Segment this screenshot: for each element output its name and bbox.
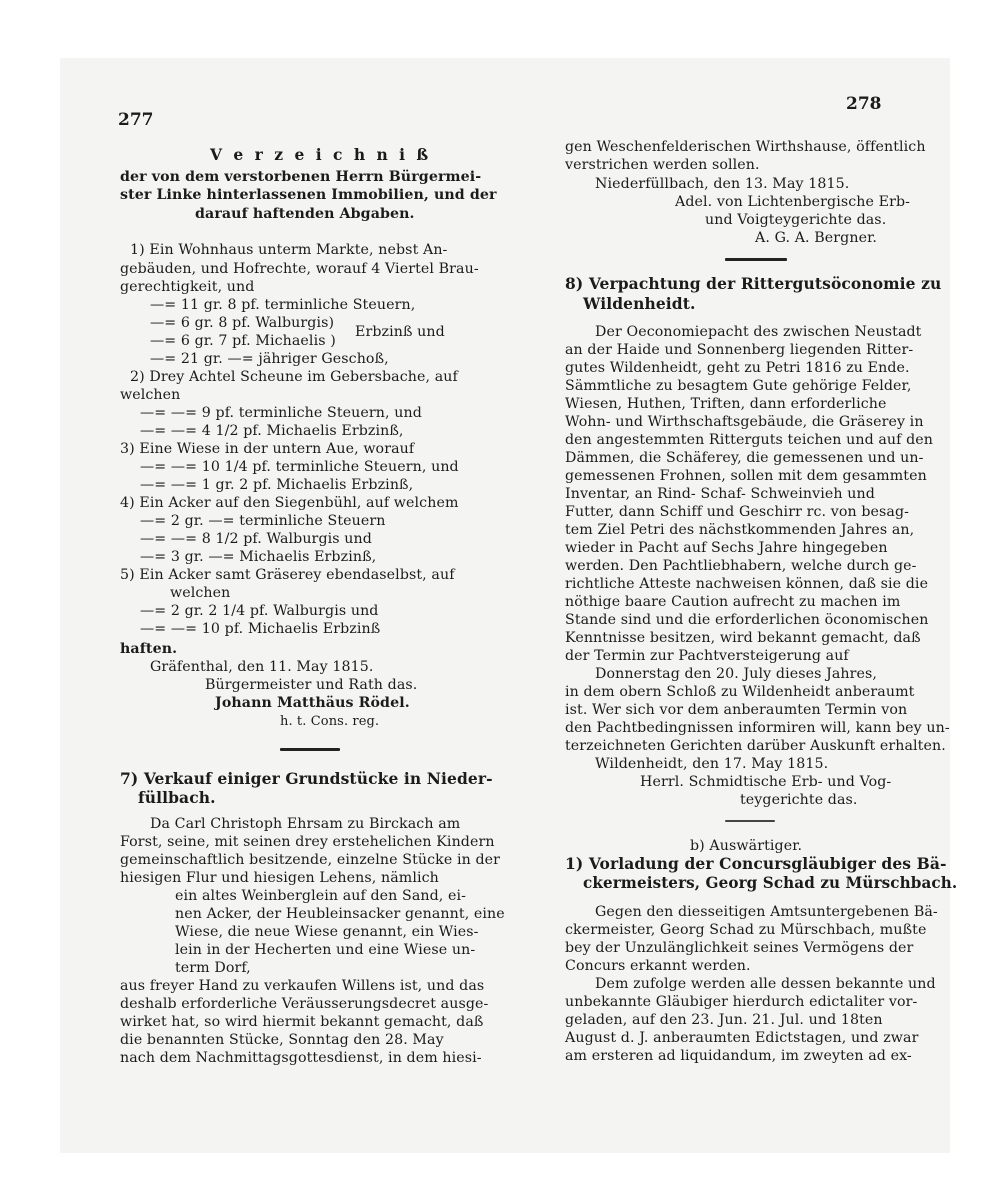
list-line: 3) Eine Wiese in der untern Aue, worauf bbox=[120, 441, 415, 457]
section-heading: füllbach. bbox=[138, 788, 216, 807]
list-line: —= 6 gr. 8 pf. Walburgis) bbox=[150, 315, 335, 331]
body-line: richtliche Atteste nachweisen können, daß sie die bbox=[565, 576, 929, 592]
body-line: Forst, seine, mit seinen drey erstehelichen Kindern bbox=[120, 834, 495, 850]
signature-line: Bürgermeister und Rath das. bbox=[205, 677, 418, 693]
body-line: nöthige baare Caution aufrecht zu machen im bbox=[565, 594, 901, 610]
body-line: ist. Wer sich vor dem anberaumten Termin von bbox=[565, 702, 908, 718]
list-line: welchen bbox=[170, 585, 231, 601]
body-line: der Termin zur Pachtversteigerung auf bbox=[565, 648, 849, 664]
list-line: haften. bbox=[120, 641, 178, 657]
signature-line: Herrl. Schmidtische Erb- und Vog- bbox=[640, 774, 892, 790]
body-line: Dämmen, die Schäferey, die gemessenen und un- bbox=[565, 450, 924, 466]
list-line: gerechtigkeit, und bbox=[120, 279, 255, 295]
page-number-left: 277 bbox=[118, 110, 154, 130]
body-line: nach dem Nachmittagsgottesdienst, in dem hiesi- bbox=[120, 1050, 482, 1066]
body-line: Wohn- und Wirthschaftsgebäude, die Gräserey in bbox=[565, 414, 924, 430]
body-line: bey der Unzulänglichkeit seines Vermögens der bbox=[565, 940, 914, 956]
section-divider bbox=[725, 258, 787, 261]
body-line: lein in der Hecherten und eine Wiese un- bbox=[175, 942, 476, 958]
sub-heading: b) Auswärtiger. bbox=[690, 838, 803, 854]
body-line: unbekannte Gläubiger hierdurch edictaliter vor- bbox=[565, 994, 918, 1010]
signature-line: Wildenheidt, den 17. May 1815. bbox=[595, 756, 829, 772]
section-heading: 1) Vorladung der Concursgläubiger des Bä- bbox=[565, 854, 947, 873]
body-line: verstrichen werden sollen. bbox=[565, 157, 760, 173]
signature-line: h. t. Cons. reg. bbox=[280, 714, 380, 729]
title-line: V e r z e i c h n i ß bbox=[210, 145, 432, 164]
list-line: —= 21 gr. —= jähriger Geschoß, bbox=[150, 351, 389, 367]
section-divider bbox=[280, 748, 340, 751]
body-line: hiesigen Flur und hiesigen Lehens, nämlich bbox=[120, 870, 439, 886]
section-heading: ckermeisters, Georg Schad zu Mürschbach. bbox=[583, 873, 958, 892]
body-line: tem Ziel Petri des nächstkommenden Jahres an, bbox=[565, 522, 915, 538]
section-heading: 7) Verkauf einiger Grundstücke in Nieder- bbox=[120, 769, 493, 788]
body-line: Concurs erkannt werden. bbox=[565, 958, 751, 974]
body-line: Stande sind und die erforderlichen öconomischen bbox=[565, 612, 929, 628]
body-line: term Dorf, bbox=[175, 960, 251, 976]
body-line: gemeinschaftlich besitzende, einzelne Stücke in der bbox=[120, 852, 501, 868]
body-line: werden. Den Pachtliebhabern, welche durch ge- bbox=[565, 558, 917, 574]
body-line: Donnerstag den 20. July dieses Jahres, bbox=[595, 666, 878, 682]
body-line: aus freyer Hand zu verkaufen Willens ist, und das bbox=[120, 978, 485, 994]
list-line: —= 2 gr. —= terminliche Steuern bbox=[140, 513, 386, 529]
list-line: —= 3 gr. —= Michaelis Erbzinß, bbox=[140, 549, 377, 565]
body-line: ein altes Weinberglein auf den Sand, ei- bbox=[175, 888, 467, 904]
body-line: in dem obern Schloß zu Wildenheidt anberaumt bbox=[565, 684, 915, 700]
body-line: den Pachtbedingnissen informiren will, kann bey un- bbox=[565, 720, 950, 736]
body-line: den angestemmten Ritterguts teichen und auf den bbox=[565, 432, 934, 448]
page-number-right: 278 bbox=[846, 94, 882, 114]
body-line: geladen, auf den 23. Jun. 21. Jul. und 18ten bbox=[565, 1012, 883, 1028]
list-line: 4) Ein Acker auf den Siegenbühl, auf welchem bbox=[120, 495, 459, 511]
signature-line: A. G. A. Bergner. bbox=[755, 230, 878, 246]
section-heading: Wildenheidt. bbox=[583, 294, 696, 313]
body-line: die benannten Stücke, Sonntag den 28. May bbox=[120, 1032, 444, 1048]
list-line: 5) Ein Acker samt Gräserey ebendaselbst, auf bbox=[120, 567, 455, 583]
list-line: —= —= 10 pf. Michaelis Erbzinß bbox=[140, 621, 381, 637]
list-line: gebäuden, und Hofrechte, worauf 4 Viertel Brau- bbox=[120, 261, 479, 277]
body-line: Da Carl Christoph Ehrsam zu Birckach am bbox=[150, 816, 461, 832]
list-line: —= —= 1 gr. 2 pf. Michaelis Erbzinß, bbox=[140, 477, 414, 493]
signature-line: teygerichte das. bbox=[740, 792, 858, 808]
list-line: welchen bbox=[120, 387, 181, 403]
signature-line: Johann Matthäus Rödel. bbox=[215, 695, 410, 711]
scanned-page bbox=[60, 58, 958, 1153]
body-line: Gegen den diesseitigen Amtsuntergebenen Bä- bbox=[595, 904, 938, 920]
body-line: Sämmtliche zu besagtem Gute gehörige Felder, bbox=[565, 378, 912, 394]
body-line: gen Weschenfelderischen Wirthshause, öffentlich bbox=[565, 139, 926, 155]
body-line: gutes Wildenheidt, geht zu Petri 1816 zu Ende. bbox=[565, 360, 910, 376]
signature-line: und Voigteygerichte das. bbox=[705, 212, 887, 228]
body-line: Wiese, die neue Wiese genannt, ein Wies- bbox=[175, 924, 479, 940]
list-line: —= —= 9 pf. terminliche Steuern, und bbox=[140, 405, 422, 421]
signature-line: Adel. von Lichtenbergische Erb- bbox=[675, 194, 911, 210]
section-divider bbox=[725, 820, 775, 822]
title-line: darauf haftenden Abgaben. bbox=[195, 206, 415, 222]
list-line: —= —= 8 1/2 pf. Walburgis und bbox=[140, 531, 372, 547]
list-line: 1) Ein Wohnhaus unterm Markte, nebst An- bbox=[130, 242, 448, 258]
body-line: Wiesen, Huthen, Triften, dann erforderliche bbox=[565, 396, 887, 412]
body-line: gemessenen Frohnen, sollen mit dem gesammten bbox=[565, 468, 927, 484]
title-line: der von dem verstorbenen Herrn Bürgermei- bbox=[120, 169, 482, 185]
list-line: —= —= 4 1/2 pf. Michaelis Erbzinß, bbox=[140, 423, 404, 439]
title-line: ster Linke hinterlassenen Immobilien, und der bbox=[120, 187, 497, 203]
signature-line: Niederfüllbach, den 13. May 1815. bbox=[595, 176, 850, 192]
body-line: an der Haide und Sonnenberg liegenden Ritter- bbox=[565, 342, 914, 358]
body-line: Futter, dann Schiff und Geschirr rc. von besag- bbox=[565, 504, 910, 520]
list-line: Erbzinß und bbox=[355, 324, 445, 340]
body-line: Kenntnisse besitzen, wird bekannt gemacht, daß bbox=[565, 630, 921, 646]
list-line: —= 11 gr. 8 pf. terminliche Steuern, bbox=[150, 297, 416, 313]
body-line: Inventar, an Rind- Schaf- Schweinvieh und bbox=[565, 486, 875, 502]
list-line: —= 6 gr. 7 pf. Michaelis ) bbox=[150, 333, 336, 349]
list-line: —= 2 gr. 2 1/4 pf. Walburgis und bbox=[140, 603, 379, 619]
body-line: August d. J. anberaumten Edictstagen, und zwar bbox=[565, 1030, 919, 1046]
body-line: wieder in Pacht auf Sechs Jahre hingegeben bbox=[565, 540, 888, 556]
signature-line: Gräfenthal, den 11. May 1815. bbox=[150, 659, 374, 675]
list-line: —= —= 10 1/4 pf. terminliche Steuern, und bbox=[140, 459, 459, 475]
body-line: nen Acker, der Heubleinsacker genannt, eine bbox=[175, 906, 505, 922]
list-line: 2) Drey Achtel Scheune im Gebersbache, auf bbox=[130, 369, 458, 385]
body-line: ckermeister, Georg Schad zu Mürschbach, mußte bbox=[565, 922, 927, 938]
body-line: Dem zufolge werden alle dessen bekannte und bbox=[595, 976, 936, 992]
body-line: Der Oeconomiepacht des zwischen Neustadt bbox=[595, 324, 922, 340]
body-line: terzeichneten Gerichten darüber Auskunft erhalten. bbox=[565, 738, 946, 754]
section-heading: 8) Verpachtung der Rittergutsöconomie zu bbox=[565, 274, 942, 293]
body-line: deshalb erforderliche Veräusserungsdecret ausge- bbox=[120, 996, 489, 1012]
body-line: wirket hat, so wird hiermit bekannt gemacht, daß bbox=[120, 1014, 484, 1030]
body-line: am ersteren ad liquidandum, im zweyten ad ex- bbox=[565, 1048, 912, 1064]
